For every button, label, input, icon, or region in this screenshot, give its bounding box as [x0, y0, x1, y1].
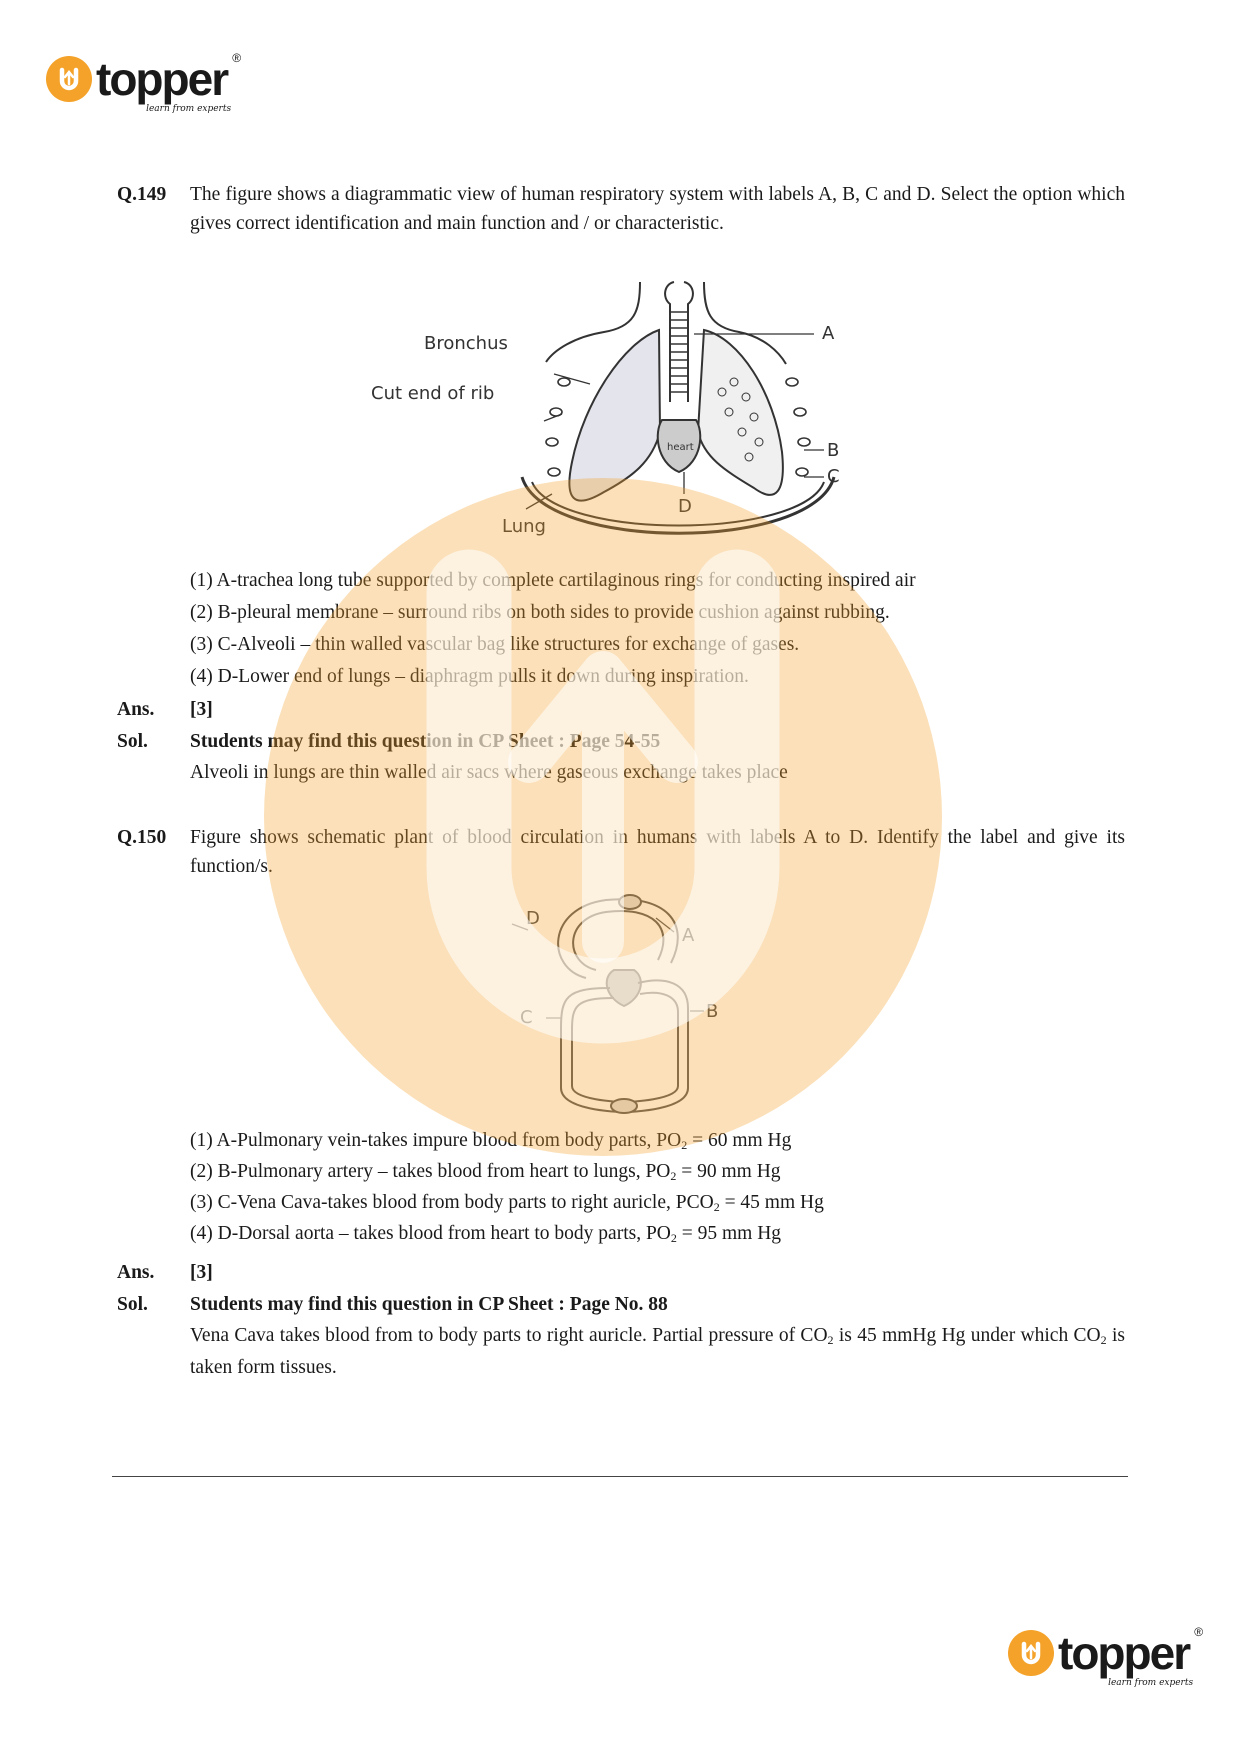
question-149 [117, 180, 1125, 238]
left-lung [569, 330, 660, 501]
label-heart: heart [667, 442, 694, 453]
solution-title: Students may find this question in CP Sheet : Page 54-55 [190, 731, 661, 752]
answer-value: [3] [190, 699, 213, 720]
label-d: D [526, 908, 540, 929]
heart [607, 970, 641, 1006]
trachea-rings [670, 312, 688, 392]
answer-label: Ans. [117, 699, 155, 720]
label-bronchus: Bronchus [424, 333, 508, 354]
q149-option-3: (3) C-Alveoli – thin walled vascular bag like structures for exchange of gases. [190, 634, 800, 655]
label-b: B [706, 1001, 719, 1022]
label-c: C [520, 1007, 533, 1028]
footer-logo [1008, 1625, 1204, 1688]
q150-option-3: (3) C-Vena Cava-takes blood from body parts to right auricle, $PCO_2 = 45$ mm Hg [190, 1192, 824, 1214]
label-d: D [678, 496, 692, 517]
solution-text: Vena Cava takes blood from to body parts to right auricle. Partial pressure of $CO_2$ is 45 mmHg Hg under which $CO_2$ is taken form tissues. [190, 1325, 1125, 1378]
logo-tagline: learn from experts [1108, 1678, 1194, 1688]
question-number: Q.150 [117, 827, 167, 848]
label-cut-end-of-rib: Cut end of rib [371, 383, 495, 404]
label-a: A [682, 925, 695, 946]
right-lung [698, 330, 783, 495]
logo-wordmark: topper ® learn from experts [96, 51, 242, 114]
label-a: A [822, 323, 835, 344]
label-b: B [827, 440, 840, 461]
solution-title: Students may find this question in CP Sheet : Page No. 88 [190, 1294, 668, 1315]
answer-value: [3] [190, 1262, 213, 1283]
registered-mark: ® [232, 51, 242, 65]
label-c: C [827, 466, 840, 487]
circulation-figure [506, 888, 730, 1120]
logo-badge-icon [1008, 1630, 1054, 1676]
q150-option-1: (1) A-Pulmonary vein-takes impure blood from body parts, $PO_2 = 60$ mm Hg [190, 1130, 792, 1152]
pulmonary-loop-inner [573, 911, 663, 970]
q150-option-4: (4) D-Dorsal aorta – takes blood from heart to body parts, $PO_2 = 95$ mm Hg [190, 1223, 782, 1245]
logo-tagline: learn from experts [146, 104, 232, 114]
logo-wordmark: topper ® learn from experts [1058, 1625, 1204, 1688]
q149-option-1: (1) A-trachea long tube supported by complete cartilaginous rings for conducting inspired air [190, 570, 916, 591]
q149-option-4: (4) D-Lower end of lungs – diaphragm pulls it down during inspiration. [190, 666, 749, 687]
header-logo [46, 51, 242, 114]
question-number: Q.149 [117, 184, 167, 205]
question-text: Figure shows schematic plant of blood circulation in humans with labels A to D. Identify the label and give its function/s. [190, 827, 1125, 877]
q150-answer [117, 1258, 1125, 1287]
q150-solution [117, 1290, 1125, 1319]
logo-badge-icon [46, 56, 92, 102]
neck-outline-left [546, 282, 640, 362]
registered-mark: ® [1194, 1625, 1204, 1639]
label-lung: Lung [502, 516, 546, 537]
solution-label: Sol. [117, 1294, 148, 1315]
q149-solution [117, 727, 1125, 756]
systemic-loop-inner [572, 993, 678, 1102]
q150-solution-text [117, 1320, 1125, 1384]
question-text: The figure shows a diagrammatic view of human respiratory system with labels A, B, C and D. Select the option which gives correct identification and main function and / or characteristic. [190, 184, 1125, 234]
q150-option-2: (2) B-Pulmonary artery – takes blood from heart to lungs, $PO_2 = 90$ mm Hg [190, 1161, 781, 1183]
respiratory-system-figure [371, 272, 840, 562]
q149-solution-text: Alveoli in lungs are thin walled air sacs where gaseous exchange takes place [190, 762, 788, 783]
answer-label: Ans. [117, 1262, 155, 1283]
solution-label: Sol. [117, 731, 148, 752]
body-capillary-bed [611, 1099, 637, 1113]
question-150 [117, 823, 1125, 881]
q149-answer [117, 695, 1125, 724]
lung-capillary-bed [619, 895, 641, 909]
footer-divider [112, 1476, 1128, 1477]
q149-option-2: (2) B-pleural membrane – surround ribs on both sides to provide cushion against rubbing. [190, 602, 890, 623]
